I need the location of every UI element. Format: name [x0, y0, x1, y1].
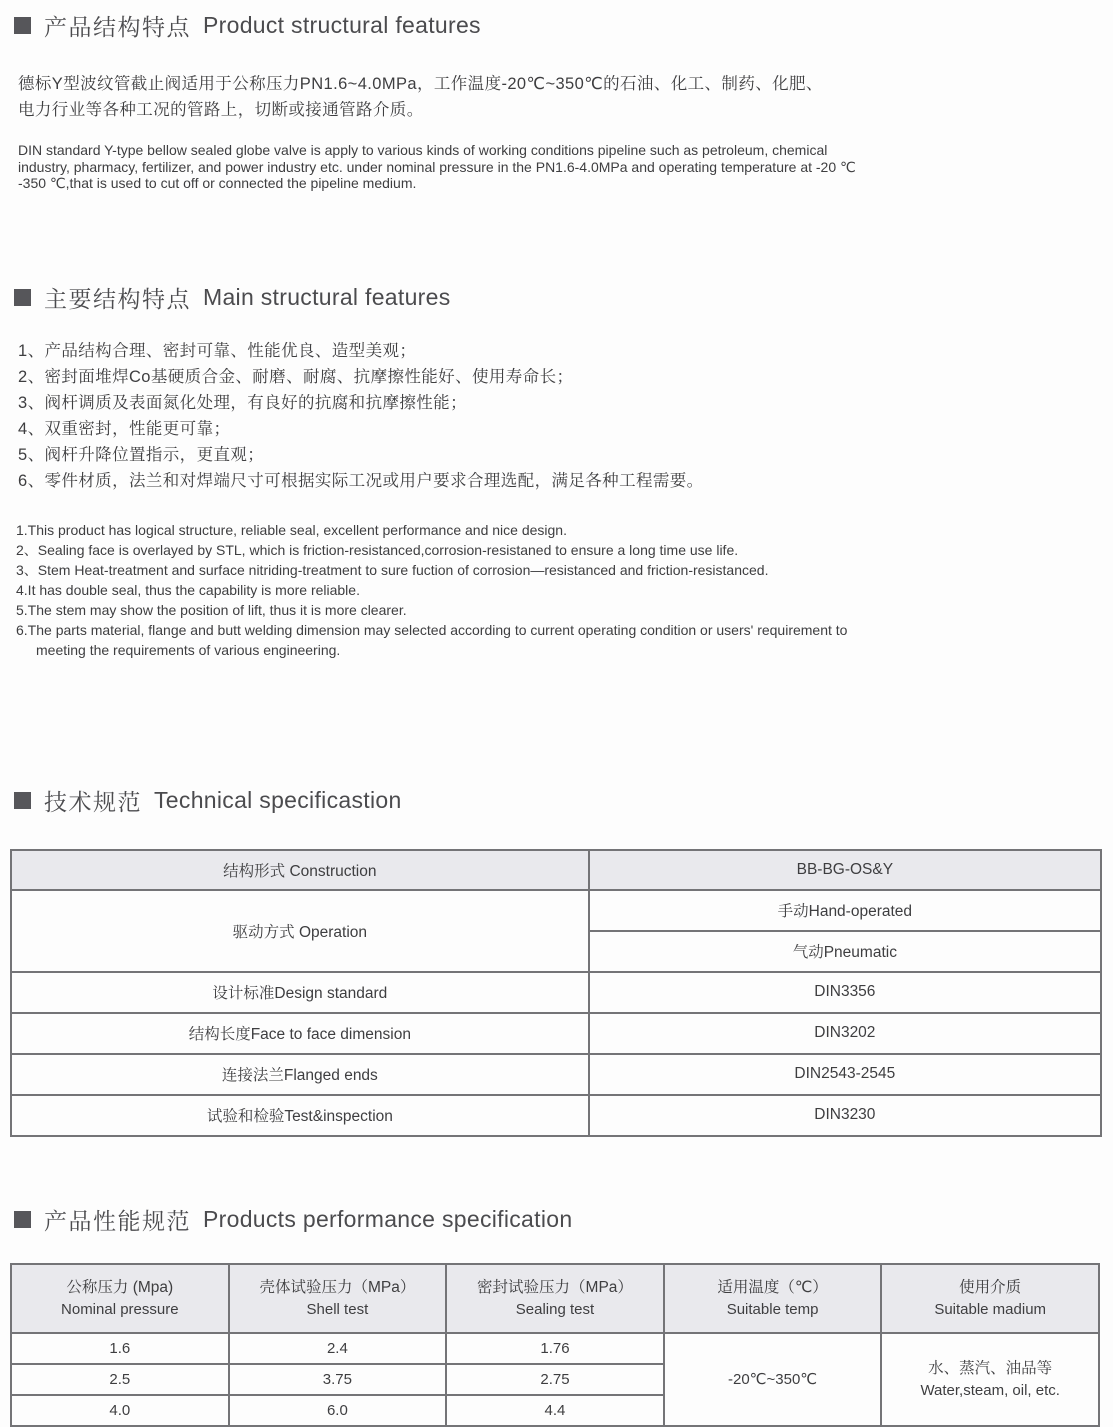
column-header-suitable-temp — [664, 1264, 882, 1333]
header-en: Sealing test — [515, 1301, 595, 1318]
square-bullet-icon — [14, 792, 31, 809]
table-cell: 1.76 — [446, 1333, 664, 1364]
list-item: 3、阀杆调质及表面氮化处理，有良好的抗腐和抗摩擦性能； — [18, 393, 467, 412]
table-cell-label: 连接法兰Flanged ends — [11, 1054, 589, 1095]
table-cell: 1.6 — [11, 1333, 229, 1364]
list-item: 4、双重密封，性能更可靠； — [18, 419, 231, 438]
list-item: 4.It has double seal, thus the capability is more reliable. — [16, 581, 360, 598]
product-description-zh: 德标Y型波纹管截止阀适用于公称压力PN1.6~4.0MPa，工作温度-20℃~350℃的石油、化工、制药、化肥、电力行业等各种工况的管路上，切断或接通管路介质。 — [18, 75, 823, 119]
section-main-structural-features — [0, 281, 1113, 660]
document-page — [0, 9, 1113, 1427]
table-header-row — [11, 1264, 1099, 1333]
table-cell-value: BB-BG-OS&Y — [589, 850, 1101, 890]
table-cell: 4.4 — [446, 1395, 664, 1426]
header-zh: 公称压力 (Mpa) — [66, 1279, 174, 1296]
section-heading-perf — [14, 1203, 1113, 1236]
heading-zh: 产品性能规范 — [44, 1207, 191, 1234]
section-technical-specification — [0, 784, 1113, 1137]
header-zh: 壳体试验压力（MPa） — [259, 1279, 416, 1296]
table-row-flanged-ends — [11, 1054, 1101, 1095]
features-list-en — [16, 520, 868, 660]
table-cell-value: DIN2543-2545 — [589, 1054, 1101, 1095]
section-heading-product — [14, 9, 1113, 42]
medium-zh: 水、蒸汽、油品等 — [928, 1359, 1053, 1377]
heading-en: Main structural features — [203, 283, 451, 310]
square-bullet-icon — [14, 289, 31, 306]
header-en: Shell test — [306, 1301, 369, 1318]
list-item: 2、Sealing face is overlayed by STL, which is friction-resistanced,corrosion-resistaned to ensure a long time use life. — [16, 541, 739, 558]
header-en: Suitable temp — [726, 1301, 819, 1318]
table-cell: 2.4 — [229, 1333, 447, 1364]
table-cell-value: 手动Hand-operated — [589, 890, 1101, 931]
header-en: Suitable madium — [934, 1301, 1047, 1318]
header-zh: 密封试验压力（MPa） — [477, 1279, 633, 1296]
table-cell-label: 结构形式 Construction — [11, 850, 589, 890]
header-zh: 适用温度（℃） — [717, 1279, 828, 1296]
list-item: 1、产品结构合理、密封可靠、性能优良、造型美观； — [18, 341, 417, 360]
heading-zh: 产品结构特点 — [44, 14, 191, 40]
table-cell-label: 结构长度Face to face dimension — [11, 1013, 589, 1054]
table-row — [11, 1333, 1099, 1364]
table-row-operation — [11, 890, 1101, 931]
performance-spec-table — [10, 1263, 1100, 1427]
list-item: 2、密封面堆焊Co基硬质合金、耐磨、耐腐、抗摩擦性能好、使用寿命长； — [18, 367, 574, 386]
table-cell: 4.0 — [11, 1395, 229, 1426]
section-heading-main — [14, 281, 1113, 314]
column-header-shell-test — [229, 1264, 447, 1333]
list-item: 1.This product has logical structure, reliable seal, excellent performance and nice design. — [16, 521, 567, 538]
square-bullet-icon — [14, 1211, 31, 1228]
heading-zh: 主要结构特点 — [44, 285, 191, 312]
table-cell-value: 气动Pneumatic — [589, 931, 1101, 972]
table-cell: 2.75 — [446, 1364, 664, 1395]
heading-zh: 技术规范 — [44, 788, 142, 815]
column-header-nominal-pressure — [11, 1264, 229, 1333]
section-heading-tech — [14, 784, 1113, 817]
table-cell-value: DIN3230 — [589, 1095, 1101, 1136]
table-row-test-inspection — [11, 1095, 1101, 1136]
table-cell: 6.0 — [229, 1395, 447, 1426]
table-row-face-to-face — [11, 1013, 1101, 1054]
column-header-suitable-medium — [881, 1264, 1099, 1333]
table-cell: 3.75 — [229, 1364, 447, 1395]
column-header-sealing-test — [446, 1264, 664, 1333]
heading-en: Product structural features — [203, 12, 481, 38]
list-item: 5、阀杆升降位置指示，更直观； — [18, 445, 265, 464]
table-cell-medium — [881, 1333, 1099, 1426]
list-item: 3、Stem Heat-treatment and surface nitriding-treatment to sure fuction of corrosion—resistanced and friction-resistanced. — [16, 561, 769, 578]
square-bullet-icon — [14, 17, 31, 34]
medium-en: Water,steam, oil, etc. — [920, 1381, 1060, 1399]
table-cell-label: 试验和检验Test&inspection — [11, 1095, 589, 1136]
header-en: Nominal pressure — [61, 1301, 179, 1318]
technical-spec-table — [10, 849, 1102, 1137]
section-product-structural-features — [0, 9, 1113, 192]
header-zh: 使用介质 — [959, 1279, 1022, 1296]
table-row-design-standard — [11, 972, 1101, 1013]
table-cell-value: DIN3202 — [589, 1013, 1101, 1054]
section-performance-specification — [0, 1203, 1113, 1427]
list-item: 6、零件材质，法兰和对焊端尺寸可根据实际工况或用户要求合理选配，满足各种工程需要。 — [18, 471, 704, 490]
list-item: 6.The parts material, flange and butt welding dimension may selected according to current operating condition or users' requirement to meeting the requirements of various engineering. — [16, 621, 848, 658]
table-cell-value: DIN3356 — [589, 972, 1101, 1013]
features-list-zh — [18, 338, 1113, 494]
table-cell: 2.5 — [11, 1364, 229, 1395]
table-cell-label: 驱动方式 Operation — [11, 890, 589, 972]
list-item: 5.The stem may show the position of lift, thus it is more clearer. — [16, 601, 407, 618]
heading-en: Technical specificastion — [154, 786, 402, 813]
table-cell-temp-range: -20℃~350℃ — [664, 1333, 882, 1426]
table-cell-label: 设计标准Design standard — [11, 972, 589, 1013]
product-description-en: DIN standard Y-type bellow sealed globe valve is apply to various kinds of working conditions pipeline such as petroleum, chemical industry, pharmacy, fertilizer, and power industry etc. under nominal pressure in the PN1.6-4.0MPa and operating temperature at -20 ℃ -350 ℃,that is used to cut off or connected the pipeline medium. — [18, 142, 856, 191]
heading-en: Products performance specification — [203, 1205, 573, 1232]
table-row-construction — [11, 850, 1101, 890]
